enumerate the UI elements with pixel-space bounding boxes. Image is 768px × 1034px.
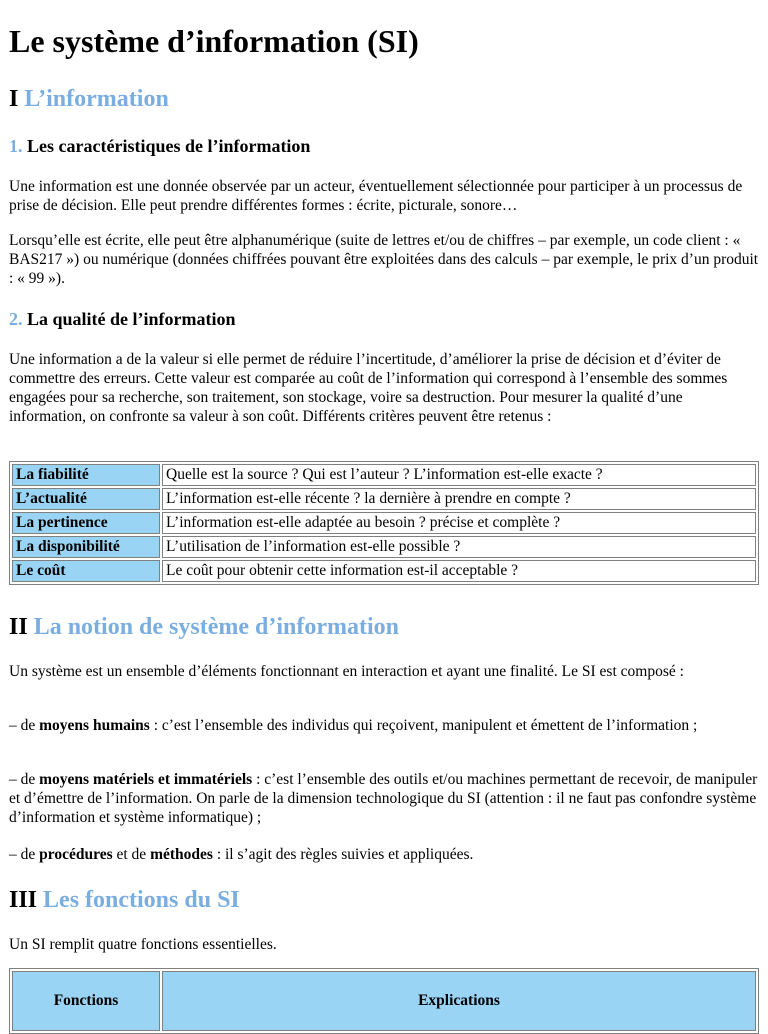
item-text: et de bbox=[112, 846, 151, 863]
criterion-question: L’utilisation de l’information est-elle possible ? bbox=[162, 536, 756, 558]
paragraph: Une information a de la valeur si elle permet de réduire l’incertitude, d’améliorer la prise de décision et d’éviter de commettre des erreurs. Cette valeur est comparée au coût de l’information qui correspond à l’ensemble des sommes engagées pour sa recherche, son traitement, son stockage, voire sa destruction. Pour mesurer la qualité d’une information, on confronte sa valeur à son coût. Différents critères peuvent être retenus : bbox=[9, 351, 728, 425]
table-header-row bbox=[12, 971, 756, 1031]
section-numeral: III bbox=[9, 887, 38, 913]
section-numeral: I bbox=[9, 86, 19, 112]
section-title: L’information bbox=[24, 86, 169, 112]
item-text: : il s’agit des règles suivies et appliquées. bbox=[212, 846, 474, 863]
list-item-material-means bbox=[9, 770, 761, 827]
document-title: Le système d’information (SI) bbox=[9, 23, 419, 59]
item-prefix: – de bbox=[9, 846, 40, 863]
paragraph: Un système est un ensemble d’éléments fonctionnant en interaction et ayant une finalité. Le SI est composé : bbox=[9, 663, 684, 680]
criterion-label: La disponibilité bbox=[12, 536, 160, 558]
list-item-human-means bbox=[9, 716, 761, 735]
section-heading-1 bbox=[9, 85, 169, 113]
item-text: : c’est l’ensemble des outils et/ou machines permettant de recevoir, de manipuler et d’émettre de l’information. On parle de la dimension technologique du SI (attention : il ne faut pas confondre système d’information et système informatique) ; bbox=[9, 771, 758, 826]
criterion-label: La pertinence bbox=[12, 512, 160, 534]
criterion-question: L’information est-elle adaptée au besoin ? précise et complète ? bbox=[162, 512, 756, 534]
list-item-procedures bbox=[9, 845, 761, 864]
table-row bbox=[12, 488, 756, 510]
criterion-question: Quelle est la source ? Qui est l’auteur ? L’information est-elle exacte ? bbox=[162, 464, 756, 486]
section-heading-3 bbox=[9, 886, 240, 914]
criterion-question: Le coût pour obtenir cette information est-il acceptable ? bbox=[162, 560, 756, 582]
section-heading-2 bbox=[9, 613, 399, 641]
subsection-title: Les caractéristiques de l’information bbox=[27, 136, 311, 156]
functions-table bbox=[9, 968, 759, 1034]
section-numeral: II bbox=[9, 614, 28, 640]
criterion-label: L’actualité bbox=[12, 488, 160, 510]
section-title: La notion de système d’information bbox=[33, 614, 400, 640]
subsection-heading-2 bbox=[9, 308, 236, 330]
section-title: Les fonctions du SI bbox=[43, 887, 240, 913]
table-row bbox=[12, 536, 756, 558]
table-row bbox=[12, 512, 756, 534]
subsection-number: 1. bbox=[9, 136, 23, 156]
column-header-fonctions: Fonctions bbox=[12, 971, 160, 1031]
item-keyword: moyens humains bbox=[39, 717, 150, 734]
subsection-title: La qualité de l’information bbox=[27, 309, 236, 329]
column-header-explications: Explications bbox=[162, 971, 756, 1031]
item-keyword: moyens matériels et immatériels bbox=[39, 771, 253, 788]
quality-criteria-table bbox=[9, 461, 759, 585]
item-text: : c’est l’ensemble des individus qui reçoivent, manipulent et émettent de l’information ; bbox=[149, 717, 698, 734]
paragraph: Une information est une donnée observée par un acteur, éventuellement sélectionnée pour participer à un processus de prise de décision. Elle peut prendre différentes formes : écrite, picturale, sonore… bbox=[9, 178, 743, 214]
criterion-question: L’information est-elle récente ? la dernière à prendre en compte ? bbox=[162, 488, 756, 510]
item-prefix: – de bbox=[9, 771, 40, 788]
item-keyword: méthodes bbox=[150, 846, 213, 863]
item-prefix: – de bbox=[9, 717, 40, 734]
table-row bbox=[12, 464, 756, 486]
criterion-label: Le coût bbox=[12, 560, 160, 582]
paragraph: Un SI remplit quatre fonctions essentielles. bbox=[9, 936, 277, 953]
table-row bbox=[12, 560, 756, 582]
paragraph: Lorsqu’elle est écrite, elle peut être alphanumérique (suite de lettres et/ou de chiffres – par exemple, un code client : « BAS217 ») ou numérique (données chiffrées pouvant être exploitées dans des calculs – par exemple, le prix d’un produit : « 99 »). bbox=[9, 232, 759, 287]
criterion-label: La fiabilité bbox=[12, 464, 160, 486]
subsection-number: 2. bbox=[9, 309, 23, 329]
item-keyword: procédures bbox=[39, 846, 113, 863]
subsection-heading-1 bbox=[9, 135, 310, 157]
